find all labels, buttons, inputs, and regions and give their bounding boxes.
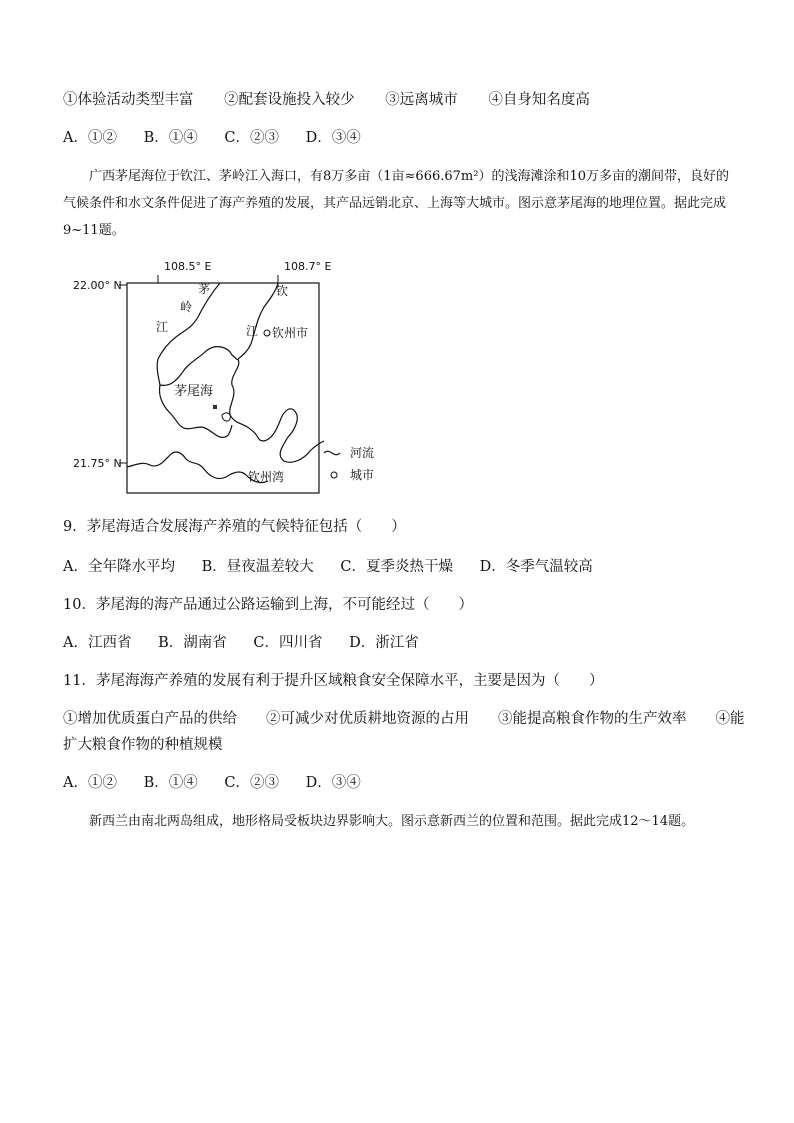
q8-option-c: C．②③ <box>224 130 279 146</box>
q8-options <box>63 128 383 148</box>
qin-label-2: 江 <box>246 324 259 338</box>
lat-label-2: 21.75° N <box>73 457 122 470</box>
qin-label-1: 钦 <box>276 284 289 298</box>
q8-statement-1: ①体验活动类型丰富 <box>63 92 194 108</box>
island-dot <box>213 405 217 409</box>
passage-text: 广西茅尾海位于钦江、茅岭江入海口，有8万多亩（1亩≈666.67m²）的浅海滩涂和10万多亩的潮间带，良好的气候条件和水文条件促进了海产养殖的发展，其产品远销北京、上海等大城市。图示意茅尾海的地理位置。据此完成9~11题。 <box>63 169 730 238</box>
passage-new-zealand <box>63 808 739 835</box>
q10-option-c: C．四川省 <box>253 635 323 651</box>
city-label-qinzhou: 钦州市 <box>272 326 309 340</box>
q9-option-a: A．全年降水平均 <box>63 559 175 575</box>
q11-statements-line2: 扩大粮食作物的种植规模 <box>63 737 223 753</box>
q9-option-b: B．昼夜温差较大 <box>201 559 314 575</box>
qin-river <box>238 283 278 359</box>
maoling-label-2: 岭 <box>180 300 193 314</box>
legend-city-symbol <box>331 472 337 478</box>
q11-option-d: D．③④ <box>305 775 361 791</box>
q9-options <box>63 557 615 577</box>
q8-statement-3: ③远离城市 <box>385 92 458 108</box>
coastline-south <box>127 452 268 483</box>
city-marker-qinzhou <box>264 330 270 336</box>
legend-city-label: 城市 <box>350 468 375 482</box>
q10-option-a: A．江西省 <box>63 635 132 651</box>
q8-option-d: D．③④ <box>305 130 361 146</box>
passage2-text: 新西兰由南北两岛组成，地形格局受板块边界影响大。图示意新西兰的位置和范围。据此完成12～14题。 <box>89 814 695 829</box>
bay-label: 钦州湾 <box>248 470 285 484</box>
q10-option-b: B．湖南省 <box>158 635 227 651</box>
map-frame <box>127 283 319 493</box>
passage-maowei-sea <box>63 163 739 244</box>
q11-option-b: B．①④ <box>143 775 198 791</box>
maoling-label-3: 江 <box>156 320 169 334</box>
q10-options <box>63 633 441 653</box>
lat-label-1: 22.00° N <box>73 279 122 292</box>
q9-stem: 9．茅尾海适合发展海产养殖的气候特征包括（ ） <box>63 519 406 535</box>
q8-statement-2: ②配套设施投入较少 <box>224 92 355 108</box>
q8-statements <box>63 90 616 110</box>
lon-label-2: 108.7° E <box>284 260 332 273</box>
q11-options <box>63 773 383 793</box>
q10-stem: 10．茅尾海的海产品通过公路运输到上海，不可能经过（ ） <box>63 597 473 613</box>
lon-label-1: 108.5° E <box>164 260 212 273</box>
maoling-river <box>157 283 220 385</box>
sea-label: 茅尾海 <box>174 384 214 399</box>
q10-option-d: D．浙江省 <box>349 635 419 651</box>
legend-river-symbol <box>324 451 340 454</box>
q8-statement-4: ④自身知名度高 <box>488 92 590 108</box>
q11-statements-line1: ①增加优质蛋白产品的供给 ②可减少对优质耕地资源的占用 ③能提高粮食作物的生产效率 ④能 <box>63 711 745 727</box>
q11-option-c: C．②③ <box>224 775 279 791</box>
q9-option-d: D．冬季气温较高 <box>479 559 593 575</box>
q11-stem: 11．茅尾海海产养殖的发展有利于提升区域粮食安全保障水平，主要是因为（ ） <box>63 673 604 689</box>
maoling-label-1: 茅 <box>198 282 211 296</box>
q8-option-b: B．①④ <box>143 130 198 146</box>
maowei-sea-map <box>70 255 375 495</box>
q8-option-a: A．①② <box>63 130 117 146</box>
q11-option-a: A．①② <box>63 775 117 791</box>
coastline-north <box>160 347 324 463</box>
legend-river-label: 河流 <box>350 446 375 460</box>
q9-option-c: C．夏季炎热干燥 <box>340 559 453 575</box>
island <box>222 413 230 421</box>
